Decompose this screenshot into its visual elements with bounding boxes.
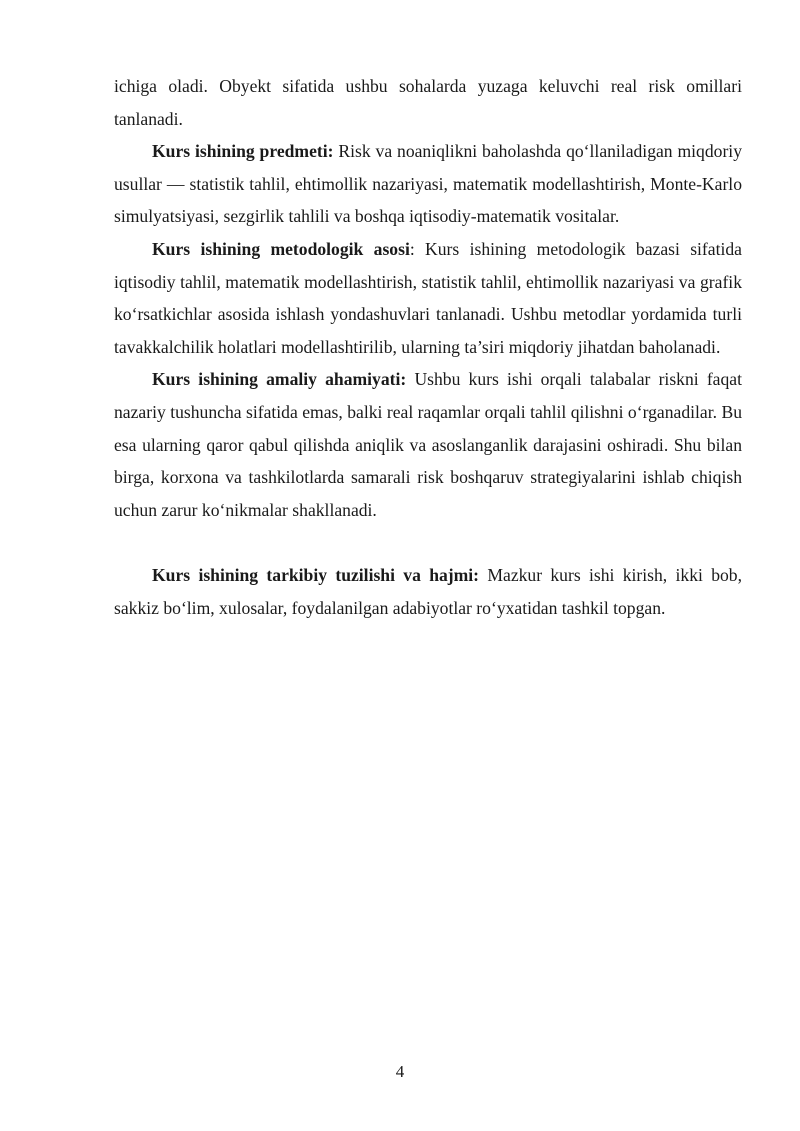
paragraph-term: Kurs ishining tarkibiy tuzilishi va hajmi: (152, 564, 480, 585)
paragraph-text: ichiga oladi. Obyekt sifatida ushbu sohalarda yuzaga keluvchi real risk omillari tanlanadi. (114, 76, 742, 129)
paragraph-subject (114, 135, 742, 233)
page-body (114, 70, 742, 624)
paragraph-term: Kurs ishining predmeti: (152, 141, 334, 162)
paragraph-structure (114, 559, 742, 624)
paragraph-term: Kurs ishining metodologik asosi (152, 238, 410, 259)
paragraph-practical-significance (114, 363, 742, 526)
paragraph-text: : Kurs ishining metodologik bazasi sifatida iqtisodiy tahlil, matematik modellashtirish, statistik tahlil, ehtimollik nazariyasi va grafik ko‘rsatkichlar asosida ishlash yondashuvlari tanlanadi. Ushbu metodlar yordamida turli tavakkalchilik holatlari modellashtirilib, ularning ta’siri miqdoriy jihatdan baholanadi. (114, 238, 742, 357)
paragraph-text: Risk va noaniqlikni baholashda qo‘llaniladigan miqdoriy usullar — statistik tahlil, ehtimollik nazariyasi, matematik modellashtirish, Monte-Karlo simulyatsiyasi, sezgirlik tahlili va boshqa iqtisodiy-matematik vositalar. (114, 141, 742, 227)
paragraph-spacer (114, 526, 742, 559)
paragraph-object-continuation (114, 70, 742, 135)
page-number: 4 (395, 1062, 405, 1081)
paragraph-text: Ushbu kurs ishi orqali talabalar riskni faqat nazariy tushuncha sifatida emas, balki real raqamlar orqali tahlil qilishni o‘rganadilar. Bu esa ularning qaror qabul qilishda aniqlik va asoslanganlik darajasini oshiradi. Shu bilan birga, korxona va tashkilotlarda samarali risk boshqaruv strategiyalarini ishlab chiqish uchun zarur ko‘nikmalar shakllanadi. (114, 369, 742, 520)
paragraph-term: Kurs ishining amaliy ahamiyati: (152, 369, 407, 390)
paragraph-text: Mazkur kurs ishi kirish, ikki bob, sakkiz bo‘lim, xulosalar, foydalanilgan adabiyotlar ro‘yxatidan tashkil topgan. (114, 564, 742, 618)
paragraph-methodology (114, 233, 742, 363)
